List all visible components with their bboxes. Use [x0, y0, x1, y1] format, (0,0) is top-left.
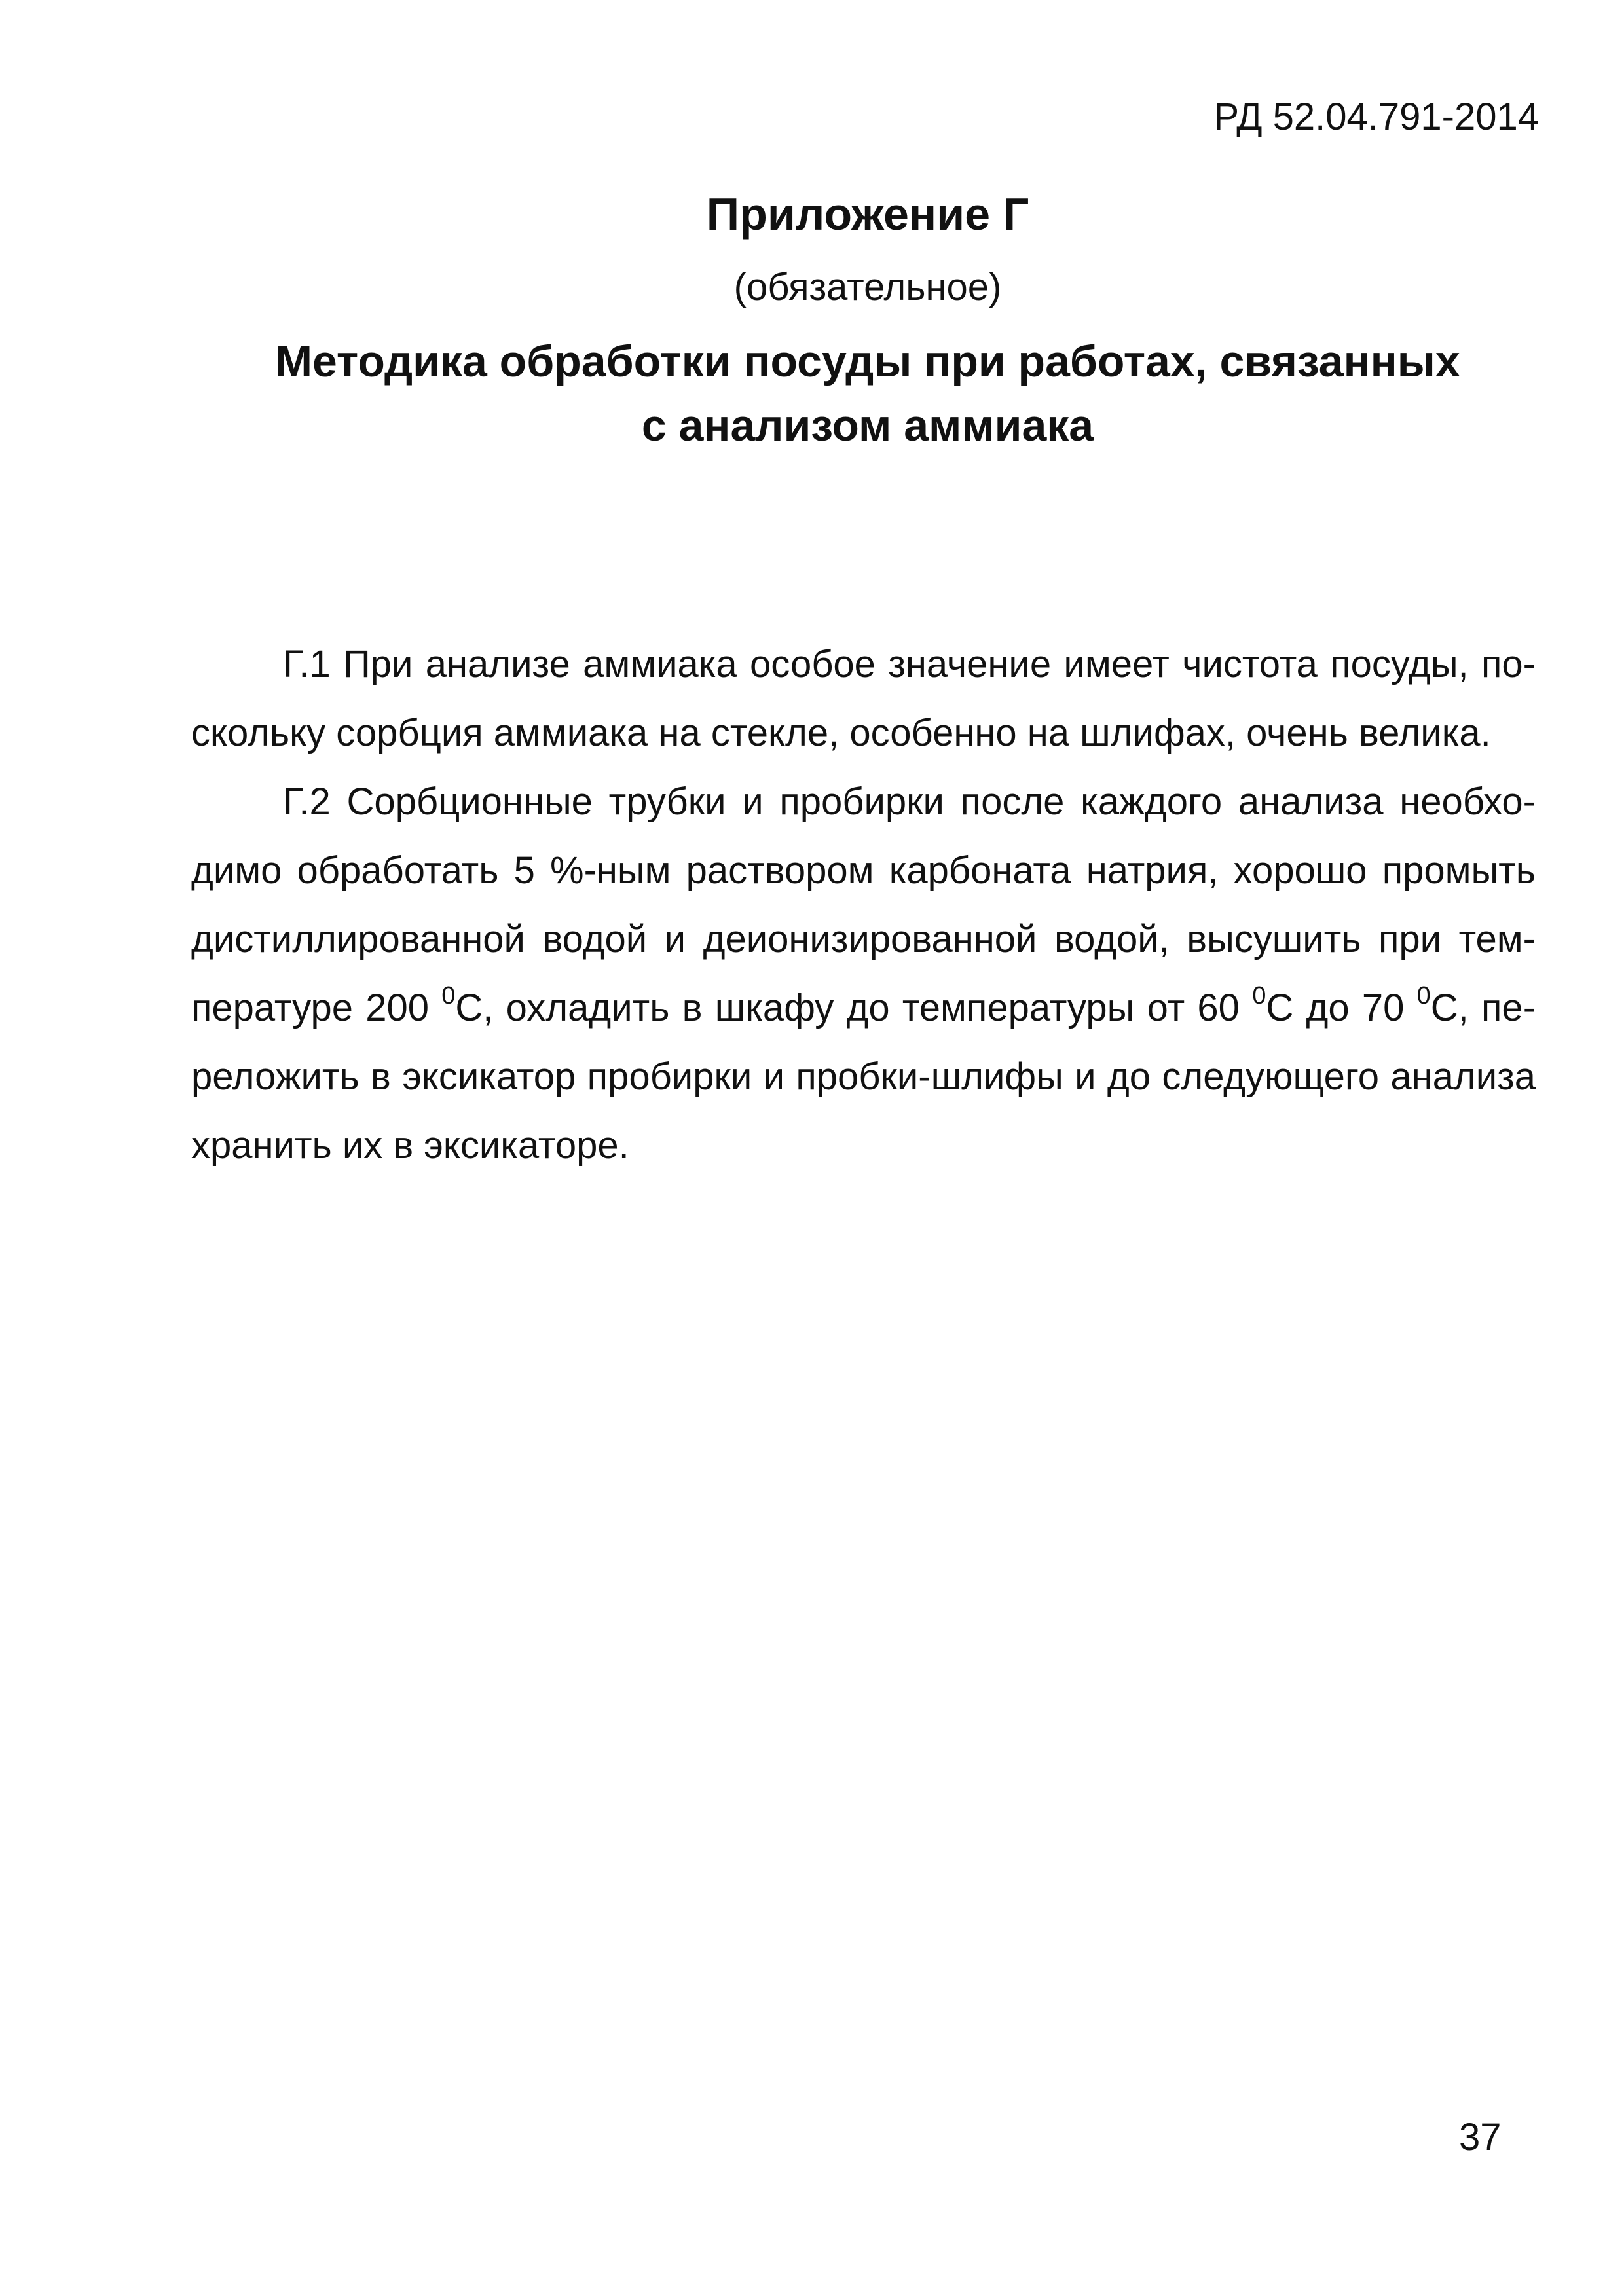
text-segment: пературе 200 [191, 987, 442, 1029]
appendix-status: (обязательное) [733, 266, 1002, 308]
text-segment: С, пе- [1430, 987, 1536, 1029]
method-title-line-1: Методика обработки посуды при работах, связанных [275, 337, 1460, 386]
paragraph-line: Г.2 Сорбционные трубки и пробирки после каждого анализа необхо- [283, 780, 1536, 823]
text-segment: С, охладить в шкафу до температуры от 60 [455, 987, 1253, 1029]
appendix-title: Приложение Г [706, 189, 1029, 240]
body-text [191, 630, 1536, 1180]
paragraph-g2 [191, 767, 1536, 1180]
method-title [0, 329, 1624, 458]
paragraph-line: дистиллированной водой и деионизированной водой, высушить при тем- [191, 918, 1536, 960]
text-segment: С до 70 [1266, 987, 1417, 1029]
paragraph-line: димо обработать 5 %-ным раствором карбоната натрия, хорошо промыть [191, 849, 1536, 892]
paragraph-line: скольку сорбция аммиака на стекле, особенно на шлифах, очень велика. [191, 712, 1491, 754]
paragraph-line: Г.1 При анализе аммиака особое значение имеет чистота посуды, по- [283, 643, 1536, 685]
page-number: 37 [1459, 2116, 1502, 2159]
document-code: РД 52.04.791-2014 [1213, 96, 1539, 138]
paragraph-line: реложить в эксикатор пробирки и пробки-шлифы и до следующего анализа [191, 1055, 1536, 1098]
degree-superscript: 0 [1252, 981, 1266, 1010]
degree-superscript: 0 [441, 981, 456, 1010]
method-title-line-2: с анализом аммиака [641, 401, 1094, 450]
paragraph-line [191, 974, 1536, 1042]
paragraph-line: хранить их в эксикаторе. [191, 1124, 629, 1167]
paragraph-g1 [191, 630, 1536, 767]
degree-superscript: 0 [1416, 981, 1431, 1010]
